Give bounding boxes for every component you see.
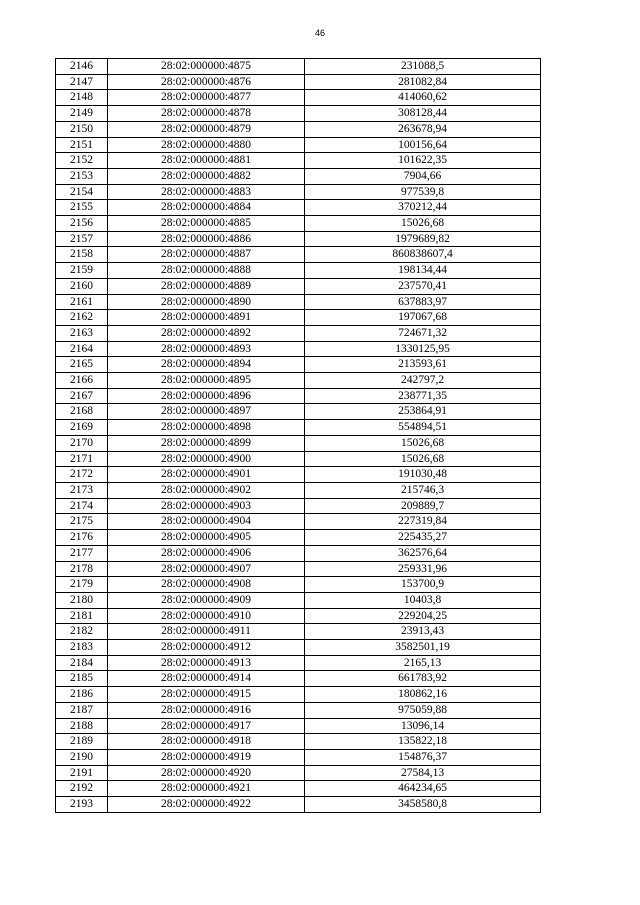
cadastral-value-cell: 263678,94 — [305, 121, 541, 137]
table-row — [56, 655, 541, 671]
cadastral-number-cell: 28:02:000000:4885 — [108, 216, 305, 232]
cadastral-number-cell: 28:02:000000:4897 — [108, 404, 305, 420]
cadastral-number-cell: 28:02:000000:4892 — [108, 325, 305, 341]
cadastral-value-cell: 135822,18 — [305, 734, 541, 750]
row-number-cell: 2170 — [56, 435, 108, 451]
row-number-cell: 2173 — [56, 482, 108, 498]
row-number-cell: 2168 — [56, 404, 108, 420]
row-number-cell: 2193 — [56, 797, 108, 813]
cadastral-value-table — [55, 58, 541, 813]
cadastral-number-cell: 28:02:000000:4898 — [108, 420, 305, 436]
table-row — [56, 749, 541, 765]
row-number-cell: 2175 — [56, 514, 108, 530]
row-number-cell: 2181 — [56, 608, 108, 624]
row-number-cell: 2161 — [56, 294, 108, 310]
cadastral-number-cell: 28:02:000000:4901 — [108, 467, 305, 483]
cadastral-value-cell: 637883,97 — [305, 294, 541, 310]
table-row — [56, 216, 541, 232]
table-row — [56, 514, 541, 530]
cadastral-value-cell: 180862,16 — [305, 687, 541, 703]
row-number-cell: 2154 — [56, 184, 108, 200]
table-row — [56, 184, 541, 200]
cadastral-number-cell: 28:02:000000:4900 — [108, 451, 305, 467]
table-row — [56, 577, 541, 593]
row-number-cell: 2162 — [56, 310, 108, 326]
cadastral-value-cell: 229204,25 — [305, 608, 541, 624]
cadastral-number-cell: 28:02:000000:4919 — [108, 749, 305, 765]
table-row — [56, 200, 541, 216]
row-number-cell: 2191 — [56, 765, 108, 781]
table-row — [56, 797, 541, 813]
cadastral-number-cell: 28:02:000000:4916 — [108, 702, 305, 718]
cadastral-value-cell: 308128,44 — [305, 106, 541, 122]
cadastral-value-cell: 860838607,4 — [305, 247, 541, 263]
table-row — [56, 718, 541, 734]
cadastral-value-cell: 464234,65 — [305, 781, 541, 797]
table-body — [56, 59, 541, 813]
row-number-cell: 2192 — [56, 781, 108, 797]
cadastral-value-cell: 253864,91 — [305, 404, 541, 420]
cadastral-number-cell: 28:02:000000:4886 — [108, 231, 305, 247]
table-row — [56, 106, 541, 122]
table-row — [56, 247, 541, 263]
cadastral-value-cell: 362576,64 — [305, 545, 541, 561]
cadastral-number-cell: 28:02:000000:4895 — [108, 373, 305, 389]
cadastral-number-cell: 28:02:000000:4884 — [108, 200, 305, 216]
cadastral-value-cell: 370212,44 — [305, 200, 541, 216]
row-number-cell: 2165 — [56, 357, 108, 373]
cadastral-number-cell: 28:02:000000:4889 — [108, 278, 305, 294]
table-row — [56, 624, 541, 640]
cadastral-number-cell: 28:02:000000:4918 — [108, 734, 305, 750]
cadastral-value-cell: 975059,88 — [305, 702, 541, 718]
row-number-cell: 2157 — [56, 231, 108, 247]
cadastral-value-cell: 3582501,19 — [305, 640, 541, 656]
cadastral-value-cell: 7904,66 — [305, 168, 541, 184]
cadastral-value-cell: 231088,5 — [305, 59, 541, 75]
table-row — [56, 702, 541, 718]
cadastral-value-cell: 281082,84 — [305, 74, 541, 90]
cadastral-value-cell: 154876,37 — [305, 749, 541, 765]
row-number-cell: 2169 — [56, 420, 108, 436]
cadastral-number-cell: 28:02:000000:4911 — [108, 624, 305, 640]
cadastral-number-cell: 28:02:000000:4888 — [108, 263, 305, 279]
row-number-cell: 2149 — [56, 106, 108, 122]
cadastral-value-cell: 242797,2 — [305, 373, 541, 389]
row-number-cell: 2174 — [56, 498, 108, 514]
cadastral-number-cell: 28:02:000000:4879 — [108, 121, 305, 137]
table-row — [56, 388, 541, 404]
table-row — [56, 608, 541, 624]
cadastral-value-cell: 661783,92 — [305, 671, 541, 687]
cadastral-value-cell: 100156,64 — [305, 137, 541, 153]
row-number-cell: 2177 — [56, 545, 108, 561]
cadastral-value-cell: 238771,35 — [305, 388, 541, 404]
cadastral-value-cell: 1330125,95 — [305, 341, 541, 357]
cadastral-value-cell: 414060,62 — [305, 90, 541, 106]
cadastral-number-cell: 28:02:000000:4915 — [108, 687, 305, 703]
cadastral-number-cell: 28:02:000000:4905 — [108, 530, 305, 546]
cadastral-number-cell: 28:02:000000:4896 — [108, 388, 305, 404]
row-number-cell: 2184 — [56, 655, 108, 671]
table-row — [56, 498, 541, 514]
cadastral-value-cell: 198134,44 — [305, 263, 541, 279]
row-number-cell: 2152 — [56, 153, 108, 169]
cadastral-number-cell: 28:02:000000:4917 — [108, 718, 305, 734]
cadastral-value-cell: 13096,14 — [305, 718, 541, 734]
cadastral-number-cell: 28:02:000000:4899 — [108, 435, 305, 451]
cadastral-value-cell: 15026,68 — [305, 216, 541, 232]
table-row — [56, 74, 541, 90]
row-number-cell: 2176 — [56, 530, 108, 546]
row-number-cell: 2166 — [56, 373, 108, 389]
table-row — [56, 781, 541, 797]
row-number-cell: 2187 — [56, 702, 108, 718]
table-row — [56, 90, 541, 106]
table-row — [56, 121, 541, 137]
cadastral-number-cell: 28:02:000000:4902 — [108, 482, 305, 498]
table-row — [56, 687, 541, 703]
table-row — [56, 404, 541, 420]
table-row — [56, 357, 541, 373]
row-number-cell: 2179 — [56, 577, 108, 593]
cadastral-number-cell: 28:02:000000:4910 — [108, 608, 305, 624]
cadastral-value-cell: 2165,13 — [305, 655, 541, 671]
cadastral-number-cell: 28:02:000000:4922 — [108, 797, 305, 813]
table-row — [56, 482, 541, 498]
cadastral-number-cell: 28:02:000000:4903 — [108, 498, 305, 514]
row-number-cell: 2158 — [56, 247, 108, 263]
row-number-cell: 2146 — [56, 59, 108, 75]
table-row — [56, 451, 541, 467]
cadastral-value-cell: 15026,68 — [305, 435, 541, 451]
row-number-cell: 2150 — [56, 121, 108, 137]
row-number-cell: 2159 — [56, 263, 108, 279]
cadastral-number-cell: 28:02:000000:4893 — [108, 341, 305, 357]
table-row — [56, 310, 541, 326]
table-row — [56, 435, 541, 451]
row-number-cell: 2172 — [56, 467, 108, 483]
cadastral-number-cell: 28:02:000000:4875 — [108, 59, 305, 75]
cadastral-number-cell: 28:02:000000:4887 — [108, 247, 305, 263]
row-number-cell: 2183 — [56, 640, 108, 656]
cadastral-number-cell: 28:02:000000:4894 — [108, 357, 305, 373]
cadastral-value-cell: 977539,8 — [305, 184, 541, 200]
row-number-cell: 2190 — [56, 749, 108, 765]
row-number-cell: 2186 — [56, 687, 108, 703]
cadastral-value-cell: 197067,68 — [305, 310, 541, 326]
cadastral-number-cell: 28:02:000000:4909 — [108, 592, 305, 608]
table-row — [56, 734, 541, 750]
row-number-cell: 2148 — [56, 90, 108, 106]
table-row — [56, 467, 541, 483]
cadastral-value-cell: 554894,51 — [305, 420, 541, 436]
cadastral-number-cell: 28:02:000000:4913 — [108, 655, 305, 671]
cadastral-value-cell: 209889,7 — [305, 498, 541, 514]
cadastral-number-cell: 28:02:000000:4881 — [108, 153, 305, 169]
cadastral-value-cell: 227319,84 — [305, 514, 541, 530]
cadastral-value-cell: 191030,48 — [305, 467, 541, 483]
table-row — [56, 263, 541, 279]
row-number-cell: 2178 — [56, 561, 108, 577]
cadastral-value-cell: 259331,96 — [305, 561, 541, 577]
cadastral-number-cell: 28:02:000000:4908 — [108, 577, 305, 593]
cadastral-number-cell: 28:02:000000:4914 — [108, 671, 305, 687]
cadastral-number-cell: 28:02:000000:4882 — [108, 168, 305, 184]
row-number-cell: 2171 — [56, 451, 108, 467]
table-row — [56, 592, 541, 608]
table-row — [56, 530, 541, 546]
table-row — [56, 765, 541, 781]
table-row — [56, 325, 541, 341]
cadastral-number-cell: 28:02:000000:4877 — [108, 90, 305, 106]
cadastral-number-cell: 28:02:000000:4891 — [108, 310, 305, 326]
row-number-cell: 2156 — [56, 216, 108, 232]
cadastral-value-cell: 237570,41 — [305, 278, 541, 294]
cadastral-value-cell: 153700,9 — [305, 577, 541, 593]
cadastral-value-cell: 15026,68 — [305, 451, 541, 467]
table-row — [56, 231, 541, 247]
cadastral-value-cell: 1979689,82 — [305, 231, 541, 247]
cadastral-value-cell: 10403,8 — [305, 592, 541, 608]
row-number-cell: 2151 — [56, 137, 108, 153]
row-number-cell: 2147 — [56, 74, 108, 90]
cadastral-value-cell: 215746,3 — [305, 482, 541, 498]
table-row — [56, 545, 541, 561]
cadastral-number-cell: 28:02:000000:4920 — [108, 765, 305, 781]
cadastral-number-cell: 28:02:000000:4912 — [108, 640, 305, 656]
table-row — [56, 561, 541, 577]
table-row — [56, 373, 541, 389]
cadastral-value-cell: 101622,35 — [305, 153, 541, 169]
table-row — [56, 137, 541, 153]
row-number-cell: 2167 — [56, 388, 108, 404]
row-number-cell: 2153 — [56, 168, 108, 184]
table-row — [56, 420, 541, 436]
cadastral-value-cell: 27584,13 — [305, 765, 541, 781]
cadastral-value-cell: 225435,27 — [305, 530, 541, 546]
cadastral-number-cell: 28:02:000000:4878 — [108, 106, 305, 122]
table-row — [56, 671, 541, 687]
cadastral-number-cell: 28:02:000000:4880 — [108, 137, 305, 153]
row-number-cell: 2180 — [56, 592, 108, 608]
table-row — [56, 59, 541, 75]
row-number-cell: 2160 — [56, 278, 108, 294]
row-number-cell: 2188 — [56, 718, 108, 734]
table-row — [56, 640, 541, 656]
cadastral-number-cell: 28:02:000000:4906 — [108, 545, 305, 561]
cadastral-number-cell: 28:02:000000:4876 — [108, 74, 305, 90]
cadastral-number-cell: 28:02:000000:4890 — [108, 294, 305, 310]
row-number-cell: 2164 — [56, 341, 108, 357]
cadastral-table-container — [55, 58, 540, 813]
cadastral-number-cell: 28:02:000000:4904 — [108, 514, 305, 530]
cadastral-value-cell: 724671,32 — [305, 325, 541, 341]
table-row — [56, 153, 541, 169]
cadastral-number-cell: 28:02:000000:4907 — [108, 561, 305, 577]
row-number-cell: 2182 — [56, 624, 108, 640]
row-number-cell: 2163 — [56, 325, 108, 341]
table-row — [56, 294, 541, 310]
cadastral-value-cell: 213593,61 — [305, 357, 541, 373]
cadastral-value-cell: 3458580,8 — [305, 797, 541, 813]
row-number-cell: 2185 — [56, 671, 108, 687]
row-number-cell: 2155 — [56, 200, 108, 216]
cadastral-number-cell: 28:02:000000:4921 — [108, 781, 305, 797]
cadastral-number-cell: 28:02:000000:4883 — [108, 184, 305, 200]
table-row — [56, 341, 541, 357]
row-number-cell: 2189 — [56, 734, 108, 750]
table-row — [56, 278, 541, 294]
cadastral-value-cell: 23913,43 — [305, 624, 541, 640]
page-number: 46 — [314, 28, 325, 38]
table-row — [56, 168, 541, 184]
